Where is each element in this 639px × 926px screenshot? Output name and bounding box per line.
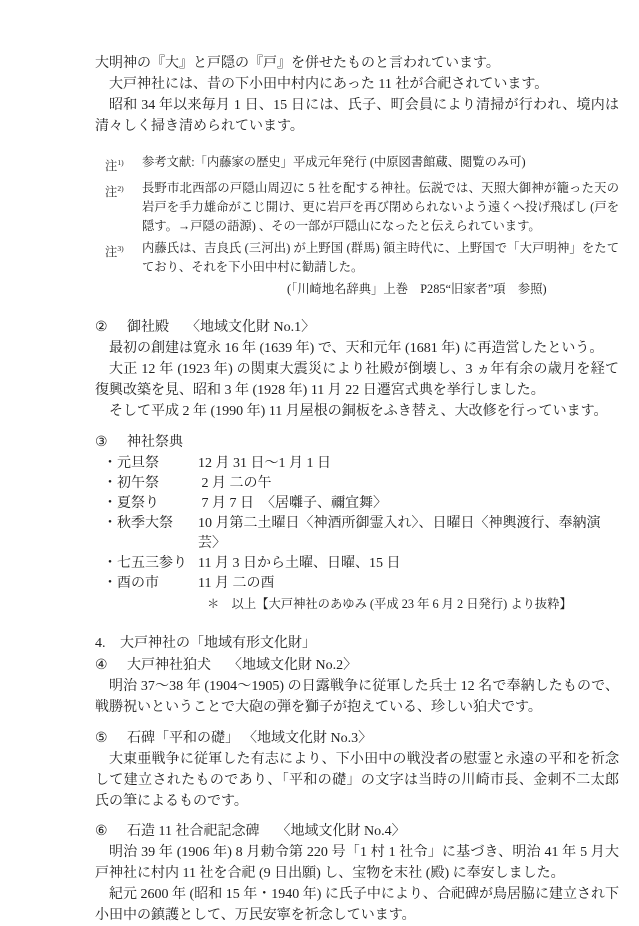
section-komainu-title: 大戸神社狛犬 — [127, 658, 211, 674]
section-sekihi-tag: 〈地域文化財 No.3〉 — [243, 731, 373, 747]
festival-name: ・夏祭り — [103, 496, 159, 512]
section-bunkazai-number: 4. — [95, 636, 106, 652]
footnote-1-number: 1) — [117, 158, 124, 167]
section-sekihi-heading — [95, 728, 619, 749]
festival-name: ・元旦祭 — [103, 456, 159, 472]
kinenhi-paragraph-2: 紀元 2600 年 (昭和 15 年・1940 年) に氏子中により、合祀碑が鳥居脇に建立され下小田中の鎮護として、万民安寧を祈念しています。 — [95, 887, 619, 924]
section-kinenhi-title: 石造 11 社合祀記念碑 — [127, 824, 260, 840]
shaden-paragraph-3: そして平成 2 年 (1990 年) 11 月屋根の銅板をふき替え、大改修を行っています。 — [109, 404, 608, 420]
footnote-2-number: 2) — [117, 184, 124, 194]
section-saiten-title: 神社祭典 — [127, 435, 183, 451]
shaden-paragraph-1: 最初の創建は寛永 16 年 (1639 年) で、天和元年 (1681 年) に再造営したという。 — [109, 341, 604, 357]
section-saiten-number: ③ — [95, 435, 108, 451]
festival-row-torinoichi — [103, 574, 619, 594]
footnote-1 — [105, 153, 619, 176]
section-shaden-tag: 〈地域文化財 No.1〉 — [186, 320, 316, 336]
footnote-3-number: 3) — [117, 244, 124, 254]
festival-name: ・酉の市 — [103, 576, 159, 592]
intro-paragraph-2: 大戸神社には、昔の下小田中村内にあった 11 社が合祀されています。 — [109, 77, 549, 92]
section-saiten — [95, 432, 619, 614]
festival-date: 12 月 31 日～1 月 1 日 — [198, 456, 331, 472]
section-bunkazai-heading — [95, 633, 619, 654]
section-komainu-heading — [95, 655, 619, 676]
footnote-2 — [105, 179, 619, 236]
festival-row-shukitaisai — [103, 514, 619, 554]
section-kinenhi-heading — [95, 821, 619, 842]
section-sekihi-number: ⑤ — [95, 731, 108, 747]
festival-row-gantansai — [103, 454, 619, 474]
document-content — [95, 53, 619, 926]
festival-list — [103, 454, 619, 594]
kinenhi-paragraph-1: 明治 39 年 (1906 年) 8 月勅令第 220 号「1 村 1 社令」に基づき、明治 41 年 5 月大戸神社に村内 11 社を合祀 (9 日出願) し、宝物を末社 (殿) に奉安しました。 — [95, 845, 619, 882]
section-komainu — [95, 655, 619, 718]
section-kinenhi — [95, 821, 619, 926]
section-komainu-number: ④ — [95, 658, 108, 674]
section-sekihi — [95, 728, 619, 812]
komainu-paragraph: 明治 37～38 年 (1904～1905) の日露戦争に従軍した兵士 12 名で奉納したもので、戦勝祝いということで大砲の弾を獅子が抱えている、珍しい狛犬です。 — [95, 679, 619, 716]
section-kinenhi-number: ⑥ — [95, 824, 108, 840]
festival-date: 11 月 二の酉 — [198, 576, 275, 592]
festival-name: ・七五三参り — [103, 556, 187, 572]
festival-row-hatsuumasai — [103, 474, 619, 494]
intro-paragraph-1: 大明神の『大』と戸隠の『戸』を併せたものと言われています。 — [95, 56, 500, 71]
shaden-paragraph-2: 大正 12 年 (1923 年) の関東大震災により社殿が倒壊し、3 ヵ年有余の歳月を経て復興改築を見、昭和 3 年 (1928 年) 11 月 22 日遷宮式典を挙行しました。 — [95, 362, 619, 399]
sekihi-paragraph: 大東亜戦争に従軍した有志により、下小田中の戦没者の慰霊と永遠の平和を祈念して建立されたものであり、「平和の礎」の文字は当時の川崎市長、金刺不二太郎氏の筆によるものです。 — [95, 752, 619, 810]
festival-row-natsumatsuri — [103, 494, 619, 514]
footnote-3-text: 内藤氏は、吉良氏 (三河出) が上野国 (群馬) 領主時代に、上野国で「大戸明神」をたてており、それを下小田中村に勧請した。 — [142, 241, 619, 275]
section-shaden — [95, 317, 619, 422]
section-kinenhi-tag: 〈地域文化財 No.4〉 — [276, 824, 406, 840]
intro-paragraph-3: 昭和 34 年以来毎月 1 日、15 日には、氏子、町会員により清掃が行われ、境内は清々しく掃き清められています。 — [95, 98, 619, 134]
section-saiten-heading — [95, 432, 619, 453]
footnote-3-marker: 注$^{3)}$ — [105, 244, 124, 260]
footnote-3 — [105, 239, 619, 277]
footnote-2-marker: 注$^{2)}$ — [105, 184, 124, 200]
festival-name: ・初午祭 — [103, 476, 159, 492]
reference-citation: (「川崎地名辞典」上巻 P285“旧家者”項 参照) — [287, 282, 547, 297]
footnote-2-text: 長野市北西部の戸隠山周辺に 5 社を配する神社。伝説では、天照大御神が籠った天の岩戸を手力雄命がこじ開け、更に岩戸を再び閉められないよう遠くへ投げ飛ばし (戸を隠す。→戸隠の語源) 、その一部が戸隠山になったと伝えられています。 — [142, 181, 619, 234]
footnote-1-marker: 注$^{1)}$ — [105, 158, 124, 174]
section-shaden-heading — [95, 317, 619, 338]
festival-date: 7 月 7 日 〈居囃子、禰宜舞〉 — [198, 496, 387, 512]
footnotes-block — [105, 153, 619, 277]
festival-row-shichigosan — [103, 554, 619, 574]
festival-date: 2 月 二の午 — [198, 476, 272, 492]
festival-name: ・秋季大祭 — [103, 516, 173, 532]
section-shaden-number: ② — [95, 320, 108, 336]
section-bunkazai-title: 大戸神社の「地域有形文化財」 — [120, 636, 316, 652]
section-komainu-tag: 〈地域文化財 No.2〉 — [228, 658, 358, 674]
section-shaden-title: 御社殿 — [127, 320, 169, 336]
excerpt-source-note: ＊ 以上【大戸神社のあゆみ (平成 23 年 6 月 2 日発行) より抜粋】 — [207, 597, 572, 612]
festival-date: 10 月第二土曜日〈神酒所御霊入れ〉、日曜日〈神輿渡行、奉納演芸〉 — [198, 516, 601, 552]
footnote-1-text: 参考文献:「内藤家の歴史」平成元年発行 (中原図書館蔵、閲覧のみ可) — [142, 155, 526, 169]
section-sekihi-title: 石碑「平和の礎」 — [127, 731, 239, 747]
festival-date: 11 月 3 日から土曜、日曜、15 日 — [198, 556, 401, 572]
